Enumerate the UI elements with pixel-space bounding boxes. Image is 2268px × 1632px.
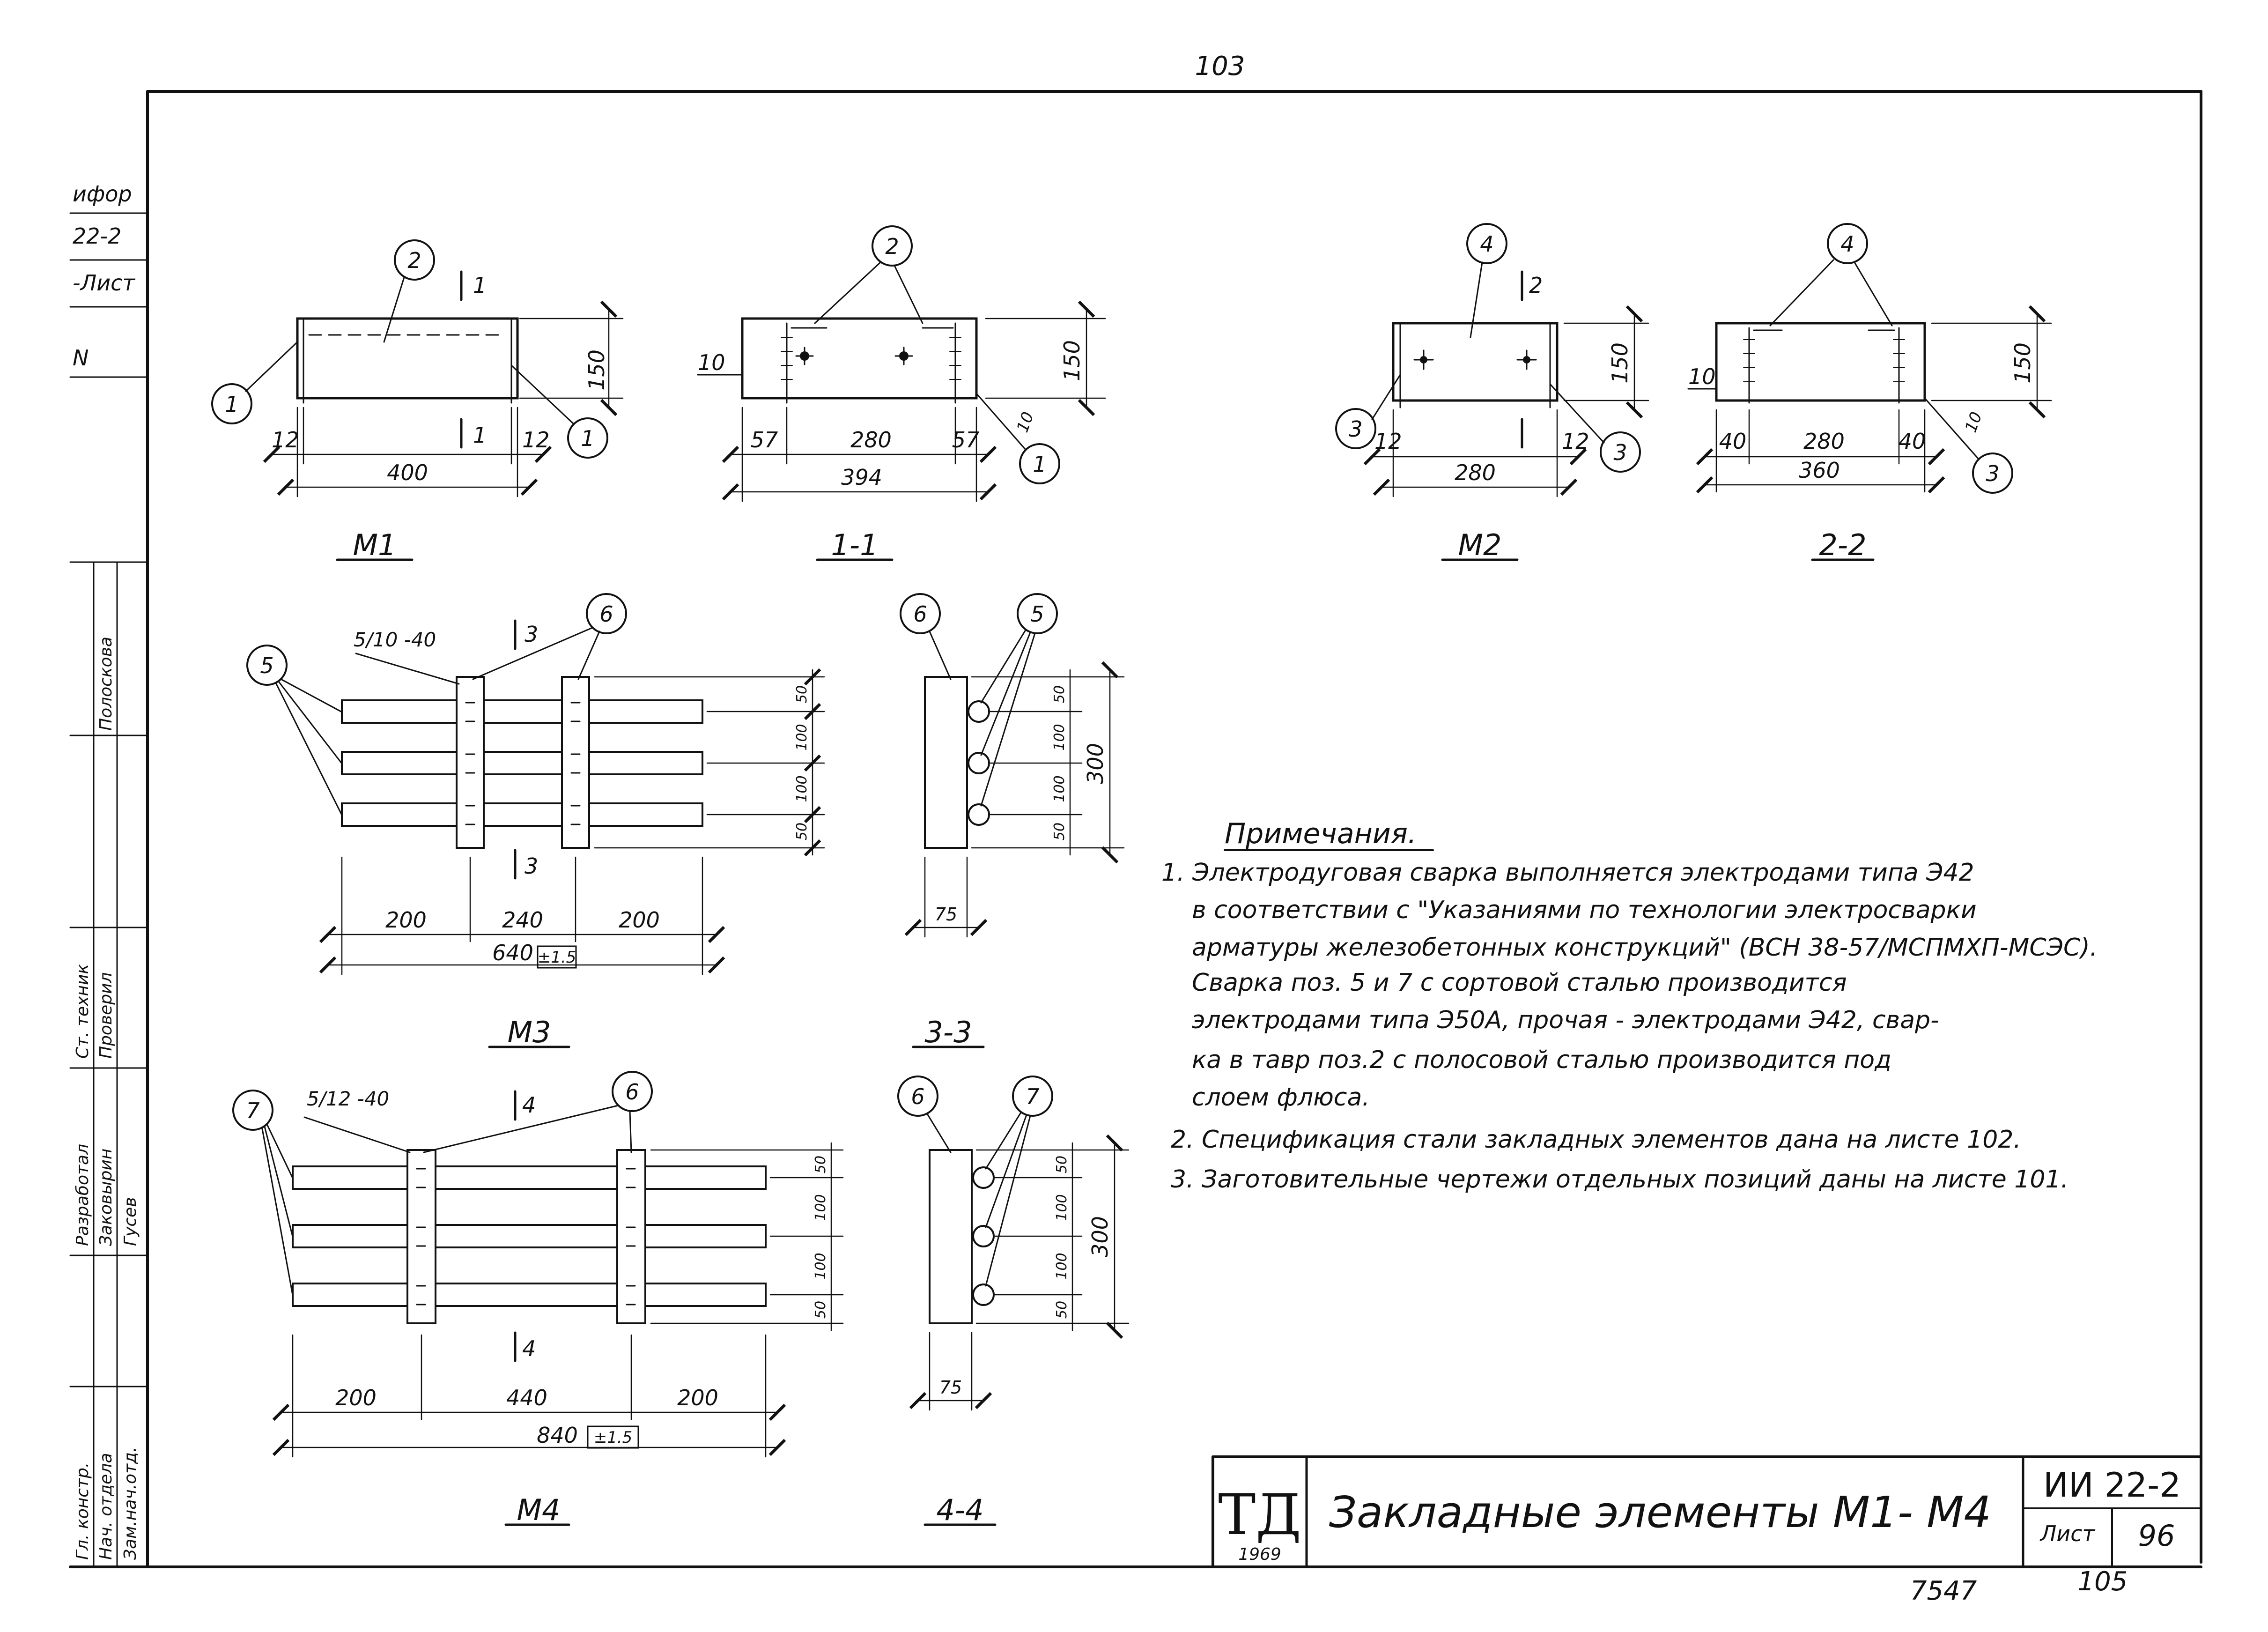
m4-dim-total: 840 <box>537 1423 578 1448</box>
view-m3 <box>247 594 824 1047</box>
m4-section-mark-bottom: 4 <box>522 1336 536 1361</box>
s22-callout-4: 4 <box>1840 231 1854 257</box>
m4-dim-a: 200 <box>335 1385 377 1410</box>
strip-role-2: Нач. отдела <box>96 1453 116 1560</box>
title-year: 1969 <box>1238 1545 1281 1564</box>
view-section-4-4 <box>898 1076 1129 1525</box>
m3-vdim-3: 100 <box>794 775 810 802</box>
s33-title: 3-3 <box>924 1015 972 1049</box>
m4-weld-note: 5/12 -40 <box>307 1087 390 1110</box>
s44-vdim-1: 50 <box>1054 1155 1070 1174</box>
m1-dim-w: 400 <box>387 460 428 485</box>
s22-dim-t: 10 <box>1688 364 1716 389</box>
s22-dim-c: 40 <box>1898 429 1926 454</box>
m3-vdim-2: 100 <box>794 724 810 751</box>
m4-plate-2 <box>617 1150 645 1323</box>
bottom-number-left: 7547 <box>1910 1576 1977 1606</box>
s44-dim-h: 300 <box>1087 1216 1113 1257</box>
m3-callout-6: 6 <box>599 601 613 627</box>
m3-title: М3 <box>507 1015 551 1049</box>
s33-vdim-4: 50 <box>1051 822 1068 841</box>
s33-vdim-3: 100 <box>1051 775 1068 802</box>
notes-line-6: ка в тавр поз.2 с полосовой сталью производится под <box>1192 1046 1891 1074</box>
bottom-number-right: 105 <box>2077 1566 2128 1597</box>
m4-vdim-4: 50 <box>813 1300 829 1319</box>
strip-name-1: Полоскова <box>96 637 116 731</box>
s11-title: 1-1 <box>831 528 879 562</box>
title-text: Закладные элементы М1- М4 <box>1329 1487 1992 1537</box>
notes-heading: Примечания. <box>1225 817 1417 850</box>
s22-title: 2-2 <box>1819 528 1867 562</box>
s11-callout-1: 1 <box>1033 452 1047 477</box>
m3-dim-b: 240 <box>502 907 543 933</box>
m3-section-mark: 3 <box>525 622 539 647</box>
s11-plate <box>742 319 976 398</box>
m4-bar-2 <box>293 1225 766 1247</box>
s22-plate <box>1716 323 1925 401</box>
view-m4 <box>233 1072 843 1525</box>
m1-section-mark: 1 <box>473 273 487 298</box>
m4-dim-tol: ±1.5 <box>593 1428 633 1447</box>
m3-dim-tol: ±1.5 <box>537 948 576 967</box>
m1-dim-h: 150 <box>584 349 609 391</box>
s11-dim-a: 57 <box>750 427 778 453</box>
s22-dim-b: 280 <box>1803 429 1845 454</box>
s11-dim-w: 10 <box>1013 409 1038 435</box>
m2-dim-e1: 12 <box>1374 429 1402 454</box>
strip-role-5: Проверил <box>96 972 116 1059</box>
s11-dim-b: 280 <box>850 427 892 453</box>
view-section-1-1 <box>698 226 1105 560</box>
m2-callout-3a: 3 <box>1349 416 1363 442</box>
view-section-3-3 <box>901 594 1124 1047</box>
s44-vdim-3: 100 <box>1054 1253 1070 1280</box>
notes-line-3: арматуры железобетонных конструкций" (ВСН 38-57/МСПМХП-МСЭС). <box>1192 934 2098 962</box>
m2-callout-4: 4 <box>1480 231 1494 257</box>
m4-title: М4 <box>517 1493 561 1527</box>
m2-dim-w: 280 <box>1455 460 1496 485</box>
m4-bar-3 <box>293 1283 766 1306</box>
notes-line-9: 3. Заготовительные чертежи отдельных позиций даны на листе 101. <box>1171 1165 2069 1194</box>
notes-line-4: Сварка поз. 5 и 7 с сортовой сталью производится <box>1192 969 1847 997</box>
strip-role-6: Разработал <box>73 1143 92 1246</box>
notes-block <box>1161 817 2098 1194</box>
s33-vdim-1: 50 <box>1051 685 1068 704</box>
m4-dim-b: 440 <box>506 1385 547 1410</box>
notes-line-2: в соответствии с "Указаниями по технологии электросварки <box>1192 896 1977 924</box>
page-number: 103 <box>1195 51 1245 82</box>
title-sheet-number: 96 <box>2138 1519 2175 1553</box>
m1-callout-2: 2 <box>407 248 421 273</box>
title-logo: ТД <box>1218 1483 1301 1548</box>
m4-section-mark: 4 <box>522 1092 536 1118</box>
s44-plate <box>930 1150 972 1323</box>
m3-dim-c: 200 <box>619 907 660 933</box>
s22-callout-3: 3 <box>1986 461 2000 486</box>
strip-name-2: Заковырин <box>96 1148 116 1246</box>
s22-dim-a: 40 <box>1719 429 1747 454</box>
view-m1 <box>212 240 623 560</box>
strip-top-4: N <box>73 345 89 371</box>
s44-callout-7: 7 <box>1026 1084 1040 1109</box>
m2-section-mark: 2 <box>1529 273 1543 298</box>
s44-vdim-2: 100 <box>1054 1194 1070 1221</box>
s11-dim-h: 150 <box>1059 340 1085 381</box>
strip-role-4: Ст. техник <box>73 964 92 1059</box>
m1-callout-1b: 1 <box>581 426 595 451</box>
m3-bar-1 <box>342 700 702 723</box>
m4-vdim-1: 50 <box>813 1155 829 1174</box>
s33-dim-h: 300 <box>1083 743 1108 784</box>
m4-callout-7: 7 <box>246 1098 260 1123</box>
s44-vdim-4: 50 <box>1054 1300 1070 1319</box>
m4-dim-c: 200 <box>677 1385 718 1410</box>
s22-dim-h: 150 <box>2010 342 2035 384</box>
m1-title: М1 <box>353 528 397 562</box>
m1-section-mark-bottom: 1 <box>473 423 487 448</box>
m1-plate <box>297 319 517 398</box>
strip-role-3: Зам.нач.отд. <box>121 1447 140 1560</box>
s44-title: 4-4 <box>936 1493 984 1527</box>
m2-callout-3b: 3 <box>1613 440 1627 465</box>
strip-top-2: 22-2 <box>73 223 122 249</box>
m3-vdim-4: 50 <box>794 822 810 841</box>
m3-dim-a: 200 <box>385 907 427 933</box>
s11-dim-t: 10 <box>698 350 725 375</box>
m4-vdim-2: 100 <box>813 1194 829 1221</box>
s33-callout-5: 5 <box>1030 601 1044 627</box>
strip-name-3: Гусев <box>121 1197 140 1246</box>
m1-dim-e2: 12 <box>522 427 550 453</box>
m3-bar-3 <box>342 803 702 826</box>
m3-callout-5: 5 <box>260 653 274 678</box>
sheet-frame <box>70 91 2201 1567</box>
view-section-2-2 <box>1688 224 2051 560</box>
m3-vdim-1: 50 <box>794 685 810 704</box>
m4-vdim-3: 100 <box>813 1253 829 1280</box>
m4-callout-6: 6 <box>625 1079 639 1105</box>
m4-bar-1 <box>293 1166 766 1189</box>
s22-dim-total: 360 <box>1799 458 1840 483</box>
m1-callout-1a: 1 <box>225 392 239 417</box>
s22-dim-w: 10 <box>1961 409 1986 435</box>
strip-role-1: Гл. констр. <box>73 1462 92 1560</box>
m3-dim-total: 640 <box>492 940 533 965</box>
m3-section-mark-bottom: 3 <box>525 853 539 879</box>
strip-top-1: ифор <box>73 181 132 207</box>
m3-weld-note: 5/10 -40 <box>354 628 436 651</box>
notes-line-8: 2. Спецификация стали закладных элементов дана на листе 102. <box>1171 1126 2021 1154</box>
s44-callout-6: 6 <box>911 1084 925 1109</box>
m2-plate <box>1393 323 1557 401</box>
s11-dim-c: 57 <box>952 427 980 453</box>
view-m2 <box>1336 224 1648 560</box>
m4-plate-1 <box>407 1150 436 1323</box>
m2-dim-e2: 12 <box>1562 429 1589 454</box>
s44-dim-w: 75 <box>939 1377 962 1398</box>
left-stamp-strip <box>70 213 148 1567</box>
title-sheet-label: Лист <box>2040 1521 2095 1546</box>
title-series: ИИ 22-2 <box>2043 1465 2181 1505</box>
s33-plate <box>925 677 967 848</box>
s33-dim-w: 75 <box>934 904 958 925</box>
s33-vdim-2: 100 <box>1051 724 1068 751</box>
notes-line-7: слоем флюса. <box>1192 1083 1370 1112</box>
m2-dim-h: 150 <box>1607 342 1633 384</box>
s11-dim-total: 394 <box>841 465 882 490</box>
notes-line-1: 1. Электродуговая сварка выполняется электродами типа Э42 <box>1161 859 1974 887</box>
notes-line-5: электродами типа Э50А, прочая - электродами Э42, свар- <box>1192 1006 1939 1034</box>
m3-bar-2 <box>342 752 702 774</box>
m1-dim-e1: 12 <box>272 427 299 453</box>
s33-callout-6: 6 <box>913 601 927 627</box>
s11-callout-2: 2 <box>885 234 899 259</box>
strip-top-3: -Лист <box>73 270 135 296</box>
m2-title: М2 <box>1458 528 1502 562</box>
